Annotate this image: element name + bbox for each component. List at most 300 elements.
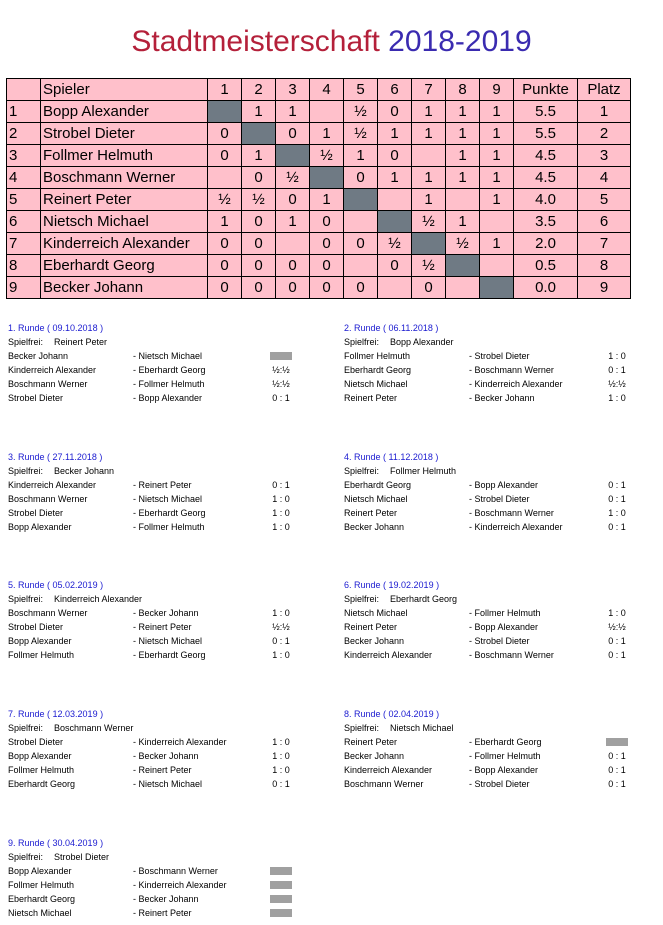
player-number: 5 bbox=[7, 189, 41, 211]
result-cell: 1 bbox=[446, 211, 480, 233]
white-player: Becker Johann bbox=[344, 636, 405, 646]
result-cell: ½ bbox=[276, 167, 310, 189]
result-cell bbox=[446, 277, 480, 299]
result-cell: ½ bbox=[446, 233, 480, 255]
column-header: 8 bbox=[446, 79, 480, 101]
game-result: 0 : 1 bbox=[608, 494, 626, 504]
round-heading: 6. Runde ( 19.02.2019 ) bbox=[344, 580, 440, 590]
column-header: 2 bbox=[242, 79, 276, 101]
game-result: 0 : 1 bbox=[608, 636, 626, 646]
diagonal-cell bbox=[276, 145, 310, 167]
game-result: ½:½ bbox=[272, 379, 290, 389]
result-cell: 1 bbox=[276, 211, 310, 233]
player-number: 4 bbox=[7, 167, 41, 189]
table-row bbox=[7, 123, 631, 145]
title-main: Stadtmeisterschaft bbox=[131, 25, 380, 58]
result-cell: ½ bbox=[412, 255, 446, 277]
result-cell: 1 bbox=[480, 167, 514, 189]
game-result: 1 : 0 bbox=[272, 608, 290, 618]
table-row bbox=[7, 145, 631, 167]
game-result: 0 : 1 bbox=[272, 779, 290, 789]
player-number: 2 bbox=[7, 123, 41, 145]
result-cell: 1 bbox=[446, 167, 480, 189]
column-header: 1 bbox=[208, 79, 242, 101]
points-cell: 4.0 bbox=[514, 189, 578, 211]
result-cell: 0 bbox=[242, 167, 276, 189]
rank-cell: 1 bbox=[578, 101, 631, 123]
player-name: Nietsch Michael bbox=[41, 211, 208, 233]
white-player: Becker Johann bbox=[8, 351, 69, 361]
player-number: 6 bbox=[7, 211, 41, 233]
result-cell: ½ bbox=[208, 189, 242, 211]
white-player: Strobel Dieter bbox=[8, 393, 64, 403]
pending-result-bar bbox=[270, 895, 292, 903]
rank-cell: 4 bbox=[578, 167, 631, 189]
black-player: - Reinert Peter bbox=[133, 765, 192, 775]
rank-cell: 3 bbox=[578, 145, 631, 167]
game-row bbox=[344, 648, 663, 662]
white-player: Strobel Dieter bbox=[8, 737, 64, 747]
game-row bbox=[8, 878, 338, 892]
result-cell: 0 bbox=[378, 255, 412, 277]
game-result: 1 : 0 bbox=[272, 765, 290, 775]
pending-result-bar bbox=[270, 909, 292, 917]
black-player: - Follmer Helmuth bbox=[133, 522, 205, 532]
result-cell: ½ bbox=[412, 211, 446, 233]
black-player: - Eberhardt Georg bbox=[469, 737, 542, 747]
game-result: 1 : 0 bbox=[608, 608, 626, 618]
result-cell: 1 bbox=[344, 145, 378, 167]
game-result: 0 : 1 bbox=[272, 480, 290, 490]
black-player: - Follmer Helmuth bbox=[133, 379, 205, 389]
diagonal-cell bbox=[310, 167, 344, 189]
white-player: Reinert Peter bbox=[344, 393, 398, 403]
column-header bbox=[7, 79, 41, 101]
title-season: 2018-2019 bbox=[388, 25, 532, 58]
white-player: Becker Johann bbox=[344, 522, 405, 532]
round-heading: 3. Runde ( 27.11.2018 ) bbox=[8, 452, 103, 462]
game-result: 1 : 0 bbox=[272, 494, 290, 504]
result-cell bbox=[344, 255, 378, 277]
result-cell: 0 bbox=[208, 277, 242, 299]
bye-label: Spielfrei: bbox=[8, 594, 44, 604]
black-player: - Nietsch Michael bbox=[133, 636, 203, 646]
diagonal-cell bbox=[412, 233, 446, 255]
game-result: 0 : 1 bbox=[608, 522, 626, 532]
black-player: - Bopp Alexander bbox=[469, 622, 539, 632]
table-row bbox=[7, 211, 631, 233]
result-cell: 0 bbox=[310, 233, 344, 255]
game-result: 0 : 1 bbox=[608, 650, 626, 660]
table-row bbox=[7, 189, 631, 211]
rank-cell: 7 bbox=[578, 233, 631, 255]
black-player: - Boschmann Werner bbox=[469, 650, 554, 660]
column-header: Platz bbox=[578, 79, 631, 101]
points-cell: 5.5 bbox=[514, 123, 578, 145]
table-row bbox=[7, 277, 631, 299]
result-cell: 0 bbox=[208, 123, 242, 145]
bye-label: Spielfrei: bbox=[8, 852, 44, 862]
result-cell: 0 bbox=[378, 101, 412, 123]
bye-player: Nietsch Michael bbox=[390, 723, 454, 733]
white-player: Kinderreich Alexander bbox=[8, 365, 97, 375]
game-row bbox=[344, 377, 663, 391]
black-player: - Nietsch Michael bbox=[133, 351, 203, 361]
round-heading: 8. Runde ( 02.04.2019 ) bbox=[344, 709, 440, 719]
result-cell: 1 bbox=[412, 167, 446, 189]
white-player: Eberhardt Georg bbox=[8, 894, 76, 904]
player-number: 8 bbox=[7, 255, 41, 277]
white-player: Follmer Helmuth bbox=[8, 650, 75, 660]
result-cell: 1 bbox=[446, 101, 480, 123]
black-player: - Kinderreich Alexander bbox=[469, 522, 563, 532]
game-row bbox=[344, 478, 663, 492]
game-row bbox=[8, 735, 338, 749]
bye-label: Spielfrei: bbox=[8, 466, 44, 476]
white-player: Bopp Alexander bbox=[8, 866, 72, 876]
game-row bbox=[8, 620, 338, 634]
game-row bbox=[8, 478, 338, 492]
black-player: - Strobel Dieter bbox=[469, 351, 530, 361]
white-player: Follmer Helmuth bbox=[344, 351, 411, 361]
bye-line bbox=[8, 592, 338, 606]
game-row bbox=[344, 749, 663, 763]
black-player: - Kinderreich Alexander bbox=[133, 737, 227, 747]
white-player: Eberhardt Georg bbox=[344, 480, 412, 490]
result-cell: 0 bbox=[276, 189, 310, 211]
table-row bbox=[7, 255, 631, 277]
game-result: 1 : 0 bbox=[608, 393, 626, 403]
result-cell: 1 bbox=[480, 123, 514, 145]
result-cell: 0 bbox=[276, 123, 310, 145]
game-row bbox=[8, 763, 338, 777]
game-row bbox=[8, 349, 338, 363]
result-cell: 1 bbox=[310, 189, 344, 211]
black-player: - Nietsch Michael bbox=[133, 779, 203, 789]
result-cell bbox=[412, 145, 446, 167]
round-block bbox=[8, 578, 338, 662]
result-cell: 1 bbox=[242, 101, 276, 123]
result-cell: 1 bbox=[412, 189, 446, 211]
game-result: 0 : 1 bbox=[608, 480, 626, 490]
game-row bbox=[8, 606, 338, 620]
result-cell bbox=[480, 255, 514, 277]
black-player: - Follmer Helmuth bbox=[469, 608, 541, 618]
result-cell: ½ bbox=[310, 145, 344, 167]
bye-line bbox=[8, 721, 338, 735]
result-cell: 0 bbox=[276, 255, 310, 277]
player-number: 1 bbox=[7, 101, 41, 123]
black-player: - Bopp Alexander bbox=[469, 480, 539, 490]
black-player: - Nietsch Michael bbox=[133, 494, 203, 504]
game-row bbox=[8, 777, 338, 791]
result-cell bbox=[480, 211, 514, 233]
black-player: - Eberhardt Georg bbox=[133, 508, 206, 518]
game-row bbox=[344, 634, 663, 648]
game-row bbox=[344, 520, 663, 534]
white-player: Nietsch Michael bbox=[8, 908, 72, 918]
white-player: Boschmann Werner bbox=[8, 608, 88, 618]
game-row bbox=[344, 492, 663, 506]
bye-player: Eberhardt Georg bbox=[390, 594, 458, 604]
bye-line bbox=[344, 592, 663, 606]
white-player: Bopp Alexander bbox=[8, 751, 72, 761]
pending-result-bar bbox=[270, 352, 292, 360]
game-row bbox=[8, 377, 338, 391]
result-cell: 1 bbox=[412, 123, 446, 145]
game-result: ½:½ bbox=[272, 365, 290, 375]
game-row bbox=[8, 648, 338, 662]
player-number: 3 bbox=[7, 145, 41, 167]
points-cell: 5.5 bbox=[514, 101, 578, 123]
game-row bbox=[344, 735, 663, 749]
bye-line bbox=[344, 464, 663, 478]
round-block bbox=[344, 321, 663, 405]
points-cell: 0.5 bbox=[514, 255, 578, 277]
result-cell: 0 bbox=[242, 277, 276, 299]
diagonal-cell bbox=[446, 255, 480, 277]
black-player: - Reinert Peter bbox=[133, 908, 192, 918]
round-heading: 4. Runde ( 11.12.2018 ) bbox=[344, 452, 439, 462]
white-player: Nietsch Michael bbox=[344, 379, 408, 389]
result-cell: 0 bbox=[208, 145, 242, 167]
result-cell: 0 bbox=[208, 255, 242, 277]
pending-result-bar bbox=[606, 738, 628, 746]
result-cell: 0 bbox=[344, 167, 378, 189]
game-row bbox=[8, 492, 338, 506]
white-player: Follmer Helmuth bbox=[8, 880, 75, 890]
player-name: Boschmann Werner bbox=[41, 167, 208, 189]
points-cell: 4.5 bbox=[514, 167, 578, 189]
game-row bbox=[8, 749, 338, 763]
white-player: Bopp Alexander bbox=[8, 522, 72, 532]
bye-player: Follmer Helmuth bbox=[390, 466, 457, 476]
table-header-row bbox=[7, 79, 631, 101]
game-row bbox=[8, 520, 338, 534]
points-cell: 3.5 bbox=[514, 211, 578, 233]
round-block bbox=[8, 321, 338, 405]
player-number: 7 bbox=[7, 233, 41, 255]
black-player: - Kinderreich Alexander bbox=[133, 880, 227, 890]
black-player: - Becker Johann bbox=[133, 751, 199, 761]
black-player: - Follmer Helmuth bbox=[469, 751, 541, 761]
bye-label: Spielfrei: bbox=[8, 337, 44, 347]
player-name: Becker Johann bbox=[41, 277, 208, 299]
column-header: 5 bbox=[344, 79, 378, 101]
white-player: Bopp Alexander bbox=[8, 636, 72, 646]
bye-label: Spielfrei: bbox=[344, 337, 380, 347]
black-player: - Bopp Alexander bbox=[469, 765, 539, 775]
game-result: ½:½ bbox=[272, 622, 290, 632]
black-player: - Kinderreich Alexander bbox=[469, 379, 563, 389]
result-cell: 0 bbox=[276, 277, 310, 299]
game-result: 1 : 0 bbox=[272, 522, 290, 532]
result-cell: 0 bbox=[242, 211, 276, 233]
game-row bbox=[8, 391, 338, 405]
column-header: 3 bbox=[276, 79, 310, 101]
bye-line bbox=[8, 335, 338, 349]
game-result: 0 : 1 bbox=[272, 393, 290, 403]
white-player: Reinert Peter bbox=[344, 508, 398, 518]
white-player: Strobel Dieter bbox=[8, 622, 64, 632]
game-result: 0 : 1 bbox=[608, 365, 626, 375]
black-player: - Bopp Alexander bbox=[133, 393, 203, 403]
column-header: Punkte bbox=[514, 79, 578, 101]
game-result: 0 : 1 bbox=[272, 636, 290, 646]
bye-line bbox=[344, 335, 663, 349]
game-row bbox=[8, 506, 338, 520]
white-player: Nietsch Michael bbox=[344, 608, 408, 618]
result-cell: 0 bbox=[208, 233, 242, 255]
white-player: Eberhardt Georg bbox=[344, 365, 412, 375]
result-cell: 0 bbox=[310, 211, 344, 233]
table-row bbox=[7, 233, 631, 255]
result-cell: 1 bbox=[412, 101, 446, 123]
result-cell: 1 bbox=[310, 123, 344, 145]
column-header: 4 bbox=[310, 79, 344, 101]
game-result: 1 : 0 bbox=[272, 737, 290, 747]
result-cell bbox=[208, 167, 242, 189]
black-player: - Reinert Peter bbox=[133, 622, 192, 632]
round-block bbox=[344, 578, 663, 662]
result-cell: 1 bbox=[480, 101, 514, 123]
bye-label: Spielfrei: bbox=[344, 466, 380, 476]
white-player: Nietsch Michael bbox=[344, 494, 408, 504]
result-cell bbox=[378, 189, 412, 211]
white-player: Reinert Peter bbox=[344, 622, 398, 632]
game-row bbox=[8, 906, 338, 920]
white-player: Boschmann Werner bbox=[344, 779, 424, 789]
diagonal-cell bbox=[480, 277, 514, 299]
round-block bbox=[8, 836, 338, 920]
round-block bbox=[8, 707, 338, 791]
diagonal-cell bbox=[242, 123, 276, 145]
result-cell: 1 bbox=[208, 211, 242, 233]
round-block bbox=[8, 450, 338, 534]
black-player: - Boschmann Werner bbox=[133, 866, 218, 876]
game-row bbox=[344, 763, 663, 777]
white-player: Reinert Peter bbox=[344, 737, 398, 747]
result-cell: 1 bbox=[480, 233, 514, 255]
round-heading: 9. Runde ( 30.04.2019 ) bbox=[8, 838, 104, 848]
game-result: 1 : 0 bbox=[608, 508, 626, 518]
round-block bbox=[344, 707, 663, 791]
page-title bbox=[0, 22, 663, 62]
result-cell: 0 bbox=[242, 255, 276, 277]
round-heading: 7. Runde ( 12.03.2019 ) bbox=[8, 709, 104, 719]
bye-label: Spielfrei: bbox=[344, 594, 380, 604]
column-header: Spieler bbox=[41, 79, 208, 101]
game-row bbox=[344, 363, 663, 377]
bye-player: Kinderreich Alexander bbox=[54, 594, 143, 604]
game-result: 1 : 0 bbox=[272, 650, 290, 660]
rank-cell: 5 bbox=[578, 189, 631, 211]
result-cell bbox=[446, 189, 480, 211]
result-cell: 1 bbox=[276, 101, 310, 123]
result-cell: 0 bbox=[412, 277, 446, 299]
bye-line bbox=[8, 464, 338, 478]
rank-cell: 8 bbox=[578, 255, 631, 277]
result-cell: 0 bbox=[242, 233, 276, 255]
white-player: Eberhardt Georg bbox=[8, 779, 76, 789]
rank-cell: 6 bbox=[578, 211, 631, 233]
white-player: Becker Johann bbox=[344, 751, 405, 761]
game-row bbox=[344, 777, 663, 791]
player-name: Strobel Dieter bbox=[41, 123, 208, 145]
pending-result-bar bbox=[270, 881, 292, 889]
result-cell bbox=[276, 233, 310, 255]
result-cell: 0 bbox=[378, 145, 412, 167]
points-cell: 0.0 bbox=[514, 277, 578, 299]
game-result: ½:½ bbox=[608, 379, 626, 389]
result-cell: 1 bbox=[480, 189, 514, 211]
result-cell: 0 bbox=[310, 277, 344, 299]
black-player: - Strobel Dieter bbox=[469, 494, 530, 504]
rank-cell: 9 bbox=[578, 277, 631, 299]
round-heading: 2. Runde ( 06.11.2018 ) bbox=[344, 323, 439, 333]
result-cell: ½ bbox=[344, 101, 378, 123]
game-result: 0 : 1 bbox=[608, 751, 626, 761]
result-cell: 1 bbox=[446, 145, 480, 167]
bye-player: Bopp Alexander bbox=[390, 337, 454, 347]
result-cell: 0 bbox=[310, 255, 344, 277]
black-player: - Boschmann Werner bbox=[469, 365, 554, 375]
result-cell bbox=[344, 211, 378, 233]
black-player: - Eberhardt Georg bbox=[133, 650, 206, 660]
game-result: ½:½ bbox=[608, 622, 626, 632]
black-player: - Boschmann Werner bbox=[469, 508, 554, 518]
black-player: - Becker Johann bbox=[133, 894, 199, 904]
game-result: 1 : 0 bbox=[608, 351, 626, 361]
white-player: Kinderreich Alexander bbox=[344, 765, 433, 775]
result-cell: 1 bbox=[378, 167, 412, 189]
diagonal-cell bbox=[208, 101, 242, 123]
diagonal-cell bbox=[378, 211, 412, 233]
white-player: Boschmann Werner bbox=[8, 494, 88, 504]
result-cell: ½ bbox=[378, 233, 412, 255]
white-player: Boschmann Werner bbox=[8, 379, 88, 389]
result-cell: 1 bbox=[446, 123, 480, 145]
bye-label: Spielfrei: bbox=[8, 723, 44, 733]
bye-player: Strobel Dieter bbox=[54, 852, 110, 862]
game-row bbox=[344, 349, 663, 363]
white-player: Strobel Dieter bbox=[8, 508, 64, 518]
bye-line bbox=[8, 850, 338, 864]
rank-cell: 2 bbox=[578, 123, 631, 145]
game-row bbox=[8, 634, 338, 648]
black-player: - Strobel Dieter bbox=[469, 779, 530, 789]
round-block bbox=[344, 450, 663, 534]
bye-player: Becker Johann bbox=[54, 466, 115, 476]
game-result: 0 : 1 bbox=[608, 765, 626, 775]
result-cell: ½ bbox=[242, 189, 276, 211]
player-name: Bopp Alexander bbox=[41, 101, 208, 123]
bye-player: Boschmann Werner bbox=[54, 723, 134, 733]
column-header: 6 bbox=[378, 79, 412, 101]
round-heading: 5. Runde ( 05.02.2019 ) bbox=[8, 580, 104, 590]
game-row bbox=[344, 620, 663, 634]
black-player: - Eberhardt Georg bbox=[133, 365, 206, 375]
bye-line bbox=[344, 721, 663, 735]
game-row bbox=[8, 864, 338, 878]
player-name: Kinderreich Alexander bbox=[41, 233, 208, 255]
result-cell bbox=[378, 277, 412, 299]
black-player: - Strobel Dieter bbox=[469, 636, 530, 646]
player-name: Follmer Helmuth bbox=[41, 145, 208, 167]
table-row bbox=[7, 167, 631, 189]
result-cell: 1 bbox=[242, 145, 276, 167]
pending-result-bar bbox=[270, 867, 292, 875]
